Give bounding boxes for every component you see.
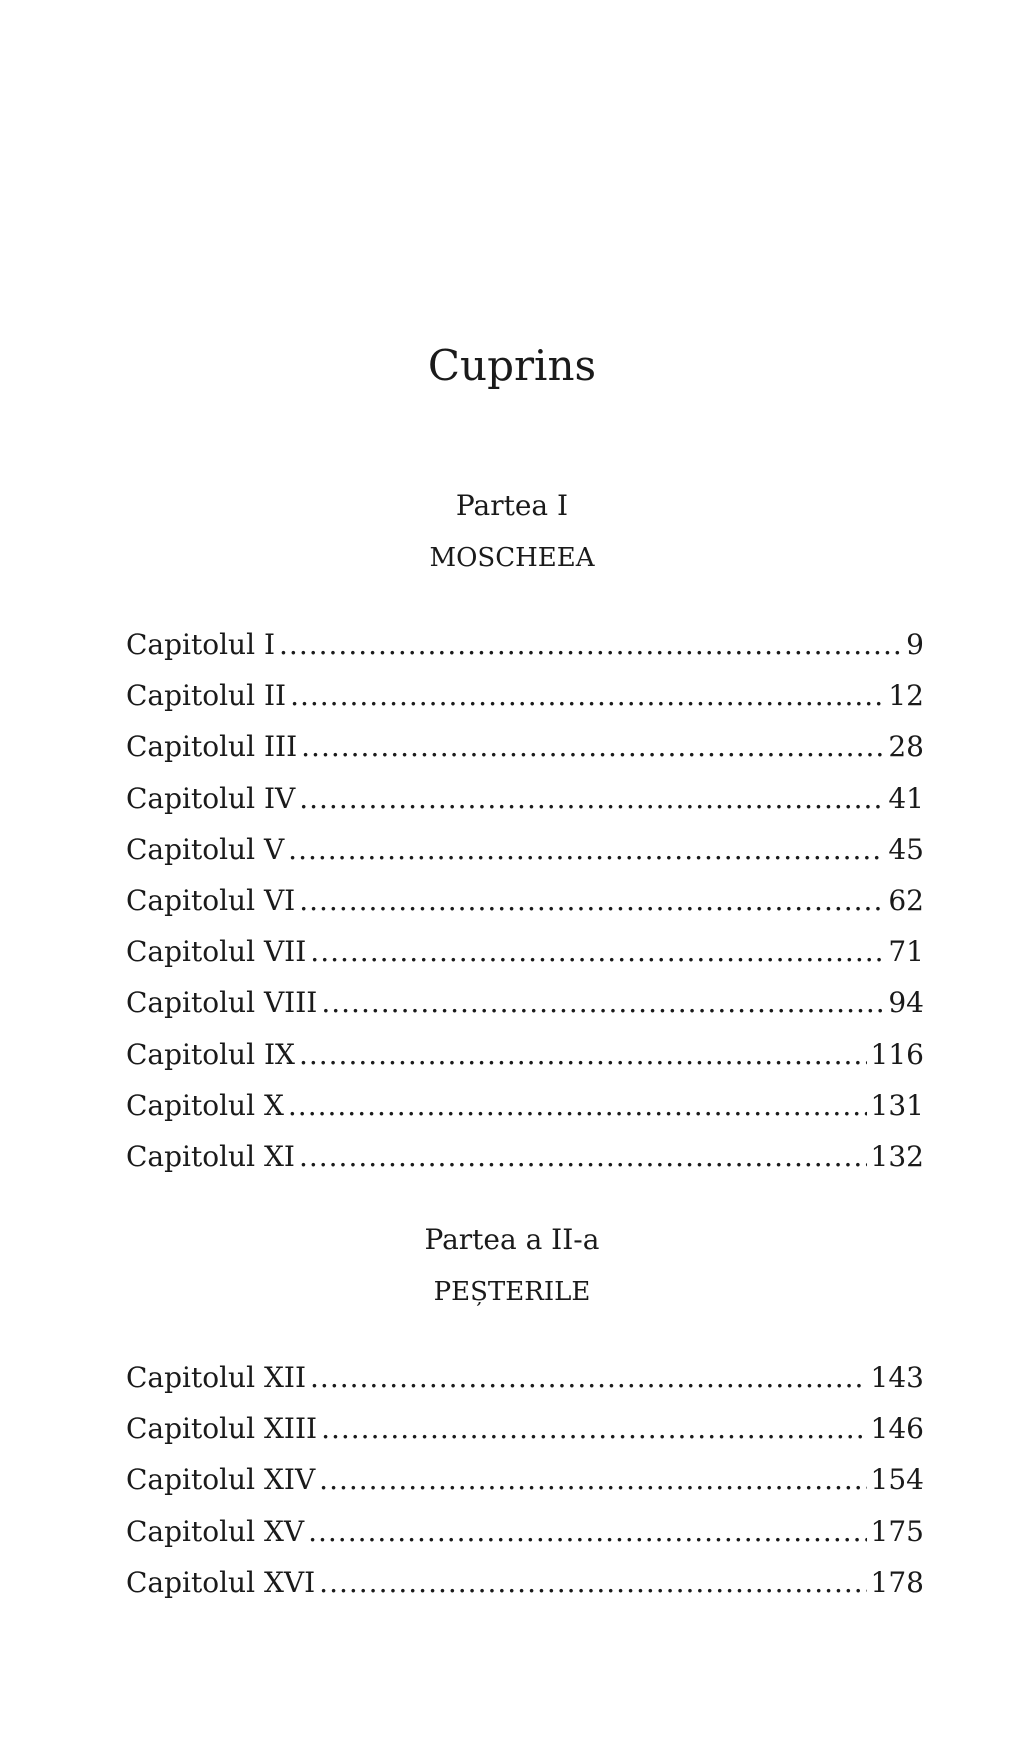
page-number: 143	[870, 1361, 924, 1394]
toc-entry[interactable]	[126, 875, 924, 926]
dot-leader	[321, 1403, 866, 1454]
page-number: 62	[888, 883, 924, 917]
chapter-label: Capitolul VI	[126, 883, 296, 917]
page-number: 94	[888, 986, 924, 1020]
toc-entry[interactable]	[126, 773, 924, 824]
dot-leader	[290, 670, 884, 721]
chapter-label: Capitolul VIII	[126, 986, 318, 1020]
dot-leader	[301, 721, 884, 772]
dot-leader	[299, 1029, 867, 1080]
toc-entry[interactable]	[126, 824, 924, 875]
toc-list-part-2	[126, 1352, 924, 1608]
chapter-label: Capitolul VII	[126, 935, 307, 969]
toc-entry[interactable]	[126, 926, 924, 977]
toc-list-part-1	[126, 619, 924, 1182]
dot-leader	[299, 1131, 867, 1182]
toc-entry[interactable]	[126, 1131, 924, 1182]
chapter-label: Capitolul XIV	[126, 1463, 316, 1497]
chapter-label: Capitolul V	[126, 832, 285, 866]
chapter-label: Capitolul I	[126, 628, 276, 661]
chapter-label: Capitolul III	[126, 730, 298, 764]
dot-leader	[279, 619, 900, 670]
part-name: PEȘTERILE	[433, 1277, 591, 1307]
dot-leader	[308, 1506, 866, 1557]
dot-leader	[319, 1557, 866, 1608]
chapter-label: Capitolul X	[126, 1088, 284, 1122]
toc-entry[interactable]	[126, 1454, 924, 1505]
chapter-label: Capitolul XV	[126, 1514, 305, 1548]
dot-leader	[288, 1080, 867, 1131]
page-number: 41	[888, 781, 924, 815]
part-name: MOSCHEEA	[429, 543, 595, 573]
dot-leader	[310, 926, 884, 977]
page-number: 131	[870, 1088, 924, 1122]
page-number: 28	[888, 730, 924, 764]
page-number: 116	[870, 1037, 924, 1071]
toc-entry[interactable]	[126, 1557, 924, 1608]
dot-leader	[299, 773, 884, 824]
dot-leader	[310, 1352, 867, 1403]
toc-entry[interactable]	[126, 721, 924, 772]
toc-entry[interactable]	[126, 670, 924, 721]
part-heading: Partea I	[455, 489, 569, 522]
page-number: 146	[870, 1412, 924, 1446]
toc-entry[interactable]	[126, 1352, 924, 1403]
toc-entry[interactable]	[126, 1080, 924, 1131]
chapter-label: Capitolul XVI	[126, 1565, 316, 1599]
page-number: 175	[870, 1514, 924, 1548]
page-number: 9	[906, 628, 924, 661]
chapter-label: Capitolul II	[126, 679, 287, 713]
part-heading: Partea a II-a	[424, 1223, 600, 1256]
page-number: 154	[870, 1463, 924, 1497]
page-number: 12	[888, 679, 924, 713]
toc-entry[interactable]	[126, 977, 924, 1028]
toc-entry[interactable]	[126, 1029, 924, 1080]
dot-leader	[299, 875, 884, 926]
page-number: 45	[888, 832, 924, 866]
chapter-label: Capitolul XII	[126, 1361, 307, 1394]
chapter-label: Capitolul XIII	[126, 1412, 318, 1446]
dot-leader	[321, 977, 884, 1028]
page-number: 71	[888, 935, 924, 969]
page-number: 178	[870, 1565, 924, 1599]
chapter-label: Capitolul IX	[126, 1037, 295, 1071]
chapter-label: Capitolul XI	[126, 1139, 295, 1173]
page-title: Cuprins	[427, 341, 597, 390]
chapter-label: Capitolul IV	[126, 781, 296, 815]
page-number: 132	[870, 1139, 924, 1173]
toc-entry[interactable]	[126, 1506, 924, 1557]
dot-leader	[319, 1454, 866, 1505]
toc-entry[interactable]	[126, 1403, 924, 1454]
dot-leader	[288, 824, 884, 875]
toc-entry[interactable]	[126, 619, 924, 670]
